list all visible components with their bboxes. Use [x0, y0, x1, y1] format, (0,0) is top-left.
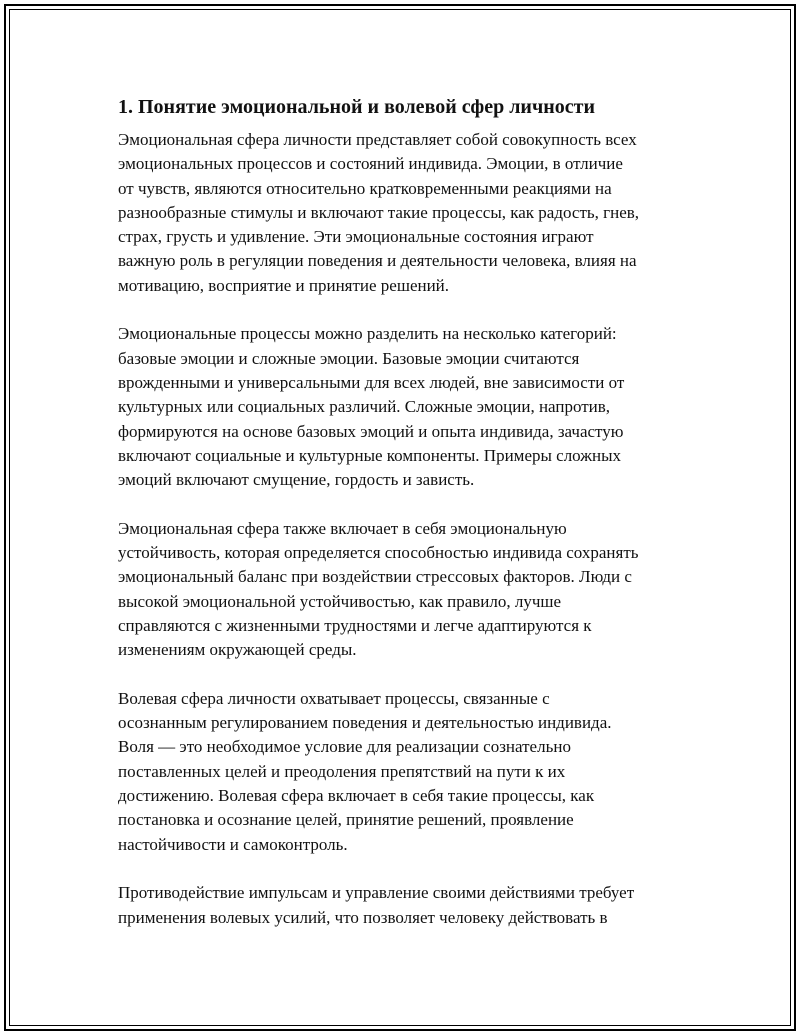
text-line: формируются на основе базовых эмоций и опыта индивида, зачастую — [118, 421, 624, 441]
text-line: Эмоциональные процессы можно разделить на несколько категорий: — [118, 324, 617, 344]
text-line: разнообразные стимулы и включают такие процессы, как радость, гнев, — [118, 202, 640, 222]
text-line: важную роль в регуляции поведения и деятельности человека, влияя на — [118, 251, 637, 271]
text-line: справляются с жизненными трудностями и легче адаптируются к — [118, 615, 592, 635]
text-line: Волевая сфера личности охватывает процессы, связанные с — [118, 688, 550, 708]
paragraph-emotional-stability — [118, 517, 688, 663]
paragraph-volitional-sphere — [118, 687, 688, 857]
text-line: культурных или социальных различий. Сложные эмоции, напротив, — [118, 397, 611, 417]
text-line: мотивацию, восприятие и принятие решений. — [118, 275, 450, 295]
text-line: базовые эмоции и сложные эмоции. Базовые эмоции считаются — [118, 348, 580, 368]
text-line: Эмоциональная сфера также включает в себя эмоциональную — [118, 518, 567, 538]
text-line: достижению. Волевая сфера включает в себя такие процессы, как — [118, 786, 595, 806]
text-line: врожденными и универсальными для всех людей, вне зависимости от — [118, 372, 625, 392]
text-line: Противодействие импульсам и управление своими действиями требует — [118, 883, 635, 903]
text-line: применения волевых усилий, что позволяет человеку действовать в — [118, 907, 608, 927]
text-line: осознанным регулированием поведения и деятельностью индивида. — [118, 713, 612, 733]
text-line: постановка и осознание целей, принятие решений, проявление — [118, 810, 574, 830]
text-line: эмоций включают смущение, гордость и зависть. — [118, 470, 475, 490]
section-heading: 1. Понятие эмоциональной и волевой сфер личности — [118, 96, 595, 118]
document-body — [118, 94, 688, 930]
text-line: страх, грусть и удивление. Эти эмоциональные состояния играют — [118, 227, 594, 247]
text-line: Воля — это необходимое условие для реализации сознательно — [118, 737, 571, 757]
text-line: Эмоциональная сфера личности представляет собой совокупность всех — [118, 130, 637, 149]
text-line: от чувств, являются относительно кратковременными реакциями на — [118, 178, 612, 198]
text-line: устойчивость, которая определяется способностью индивида сохранять — [118, 543, 639, 563]
text-line: настойчивости и самоконтроль. — [118, 834, 348, 854]
text-line: высокой эмоциональной устойчивостью, как правило, лучше — [118, 591, 562, 611]
paragraph-emotional-sphere — [118, 128, 688, 298]
text-line: поставленных целей и преодоления препятствий на пути к их — [118, 761, 566, 781]
paragraph-impulse-control — [118, 881, 688, 930]
text-line: изменениям окружающей среды. — [118, 640, 357, 660]
text-line: эмоциональный баланс при воздействии стрессовых факторов. Люди с — [118, 567, 632, 587]
text-line: эмоциональных процессов и состояний индивида. Эмоции, в отличие — [118, 154, 623, 174]
text-line: включают социальные и культурные компоненты. Примеры сложных — [118, 445, 622, 465]
paragraph-emotion-categories — [118, 322, 688, 492]
